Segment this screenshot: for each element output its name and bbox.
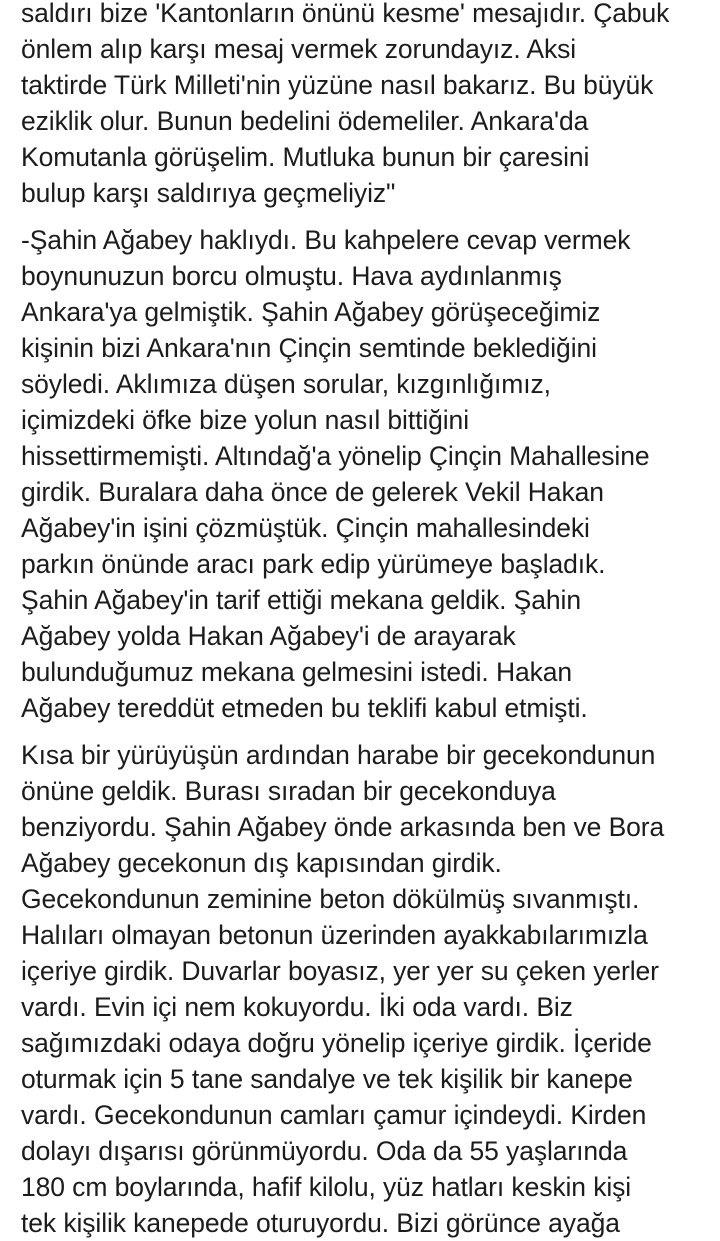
- text-line: Ağabey yolda Hakan Ağabey'i de arayarak: [21, 621, 516, 651]
- text-line: bulunduğumuz mekana gelmesini istedi. Hakan: [21, 657, 573, 687]
- paragraph-1: [21, 0, 711, 211]
- document-body: [21, 0, 711, 1241]
- text-line: eziklik olur. Bunun bedelini ödemeliler. Ankara'da: [21, 106, 589, 136]
- text-line: içimizdeki öfke bize yolun nasıl bittiğini: [21, 405, 469, 435]
- text-line: Ankara'ya gelmiştik. Şahin Ağabey görüşeceğimiz: [21, 297, 601, 327]
- text-line: Ağabey tereddüt etmeden bu teklifi kabul etmişti.: [21, 693, 588, 723]
- text-line: Komutanla görüşelim. Mutluka bunun bir çaresini: [21, 142, 590, 172]
- text-line: oturmak için 5 tane sandalye ve tek kişilik bir kanepe: [21, 1064, 633, 1094]
- text-line: Gecekondunun zeminine beton dökülmüş sıvanmıştı.: [21, 884, 640, 914]
- text-line: bulup karşı saldırıya geçmeliyiz": [21, 178, 396, 208]
- text-line: vardı. Evin içi nem kokuyordu. İki oda vardı. Biz: [21, 992, 573, 1022]
- text-line: içeriye girdik. Duvarlar boyasız, yer yer su çeken yerler: [21, 956, 659, 986]
- text-line: vardı. Gecekondunun camları çamur içindeydi. Kirden: [21, 1100, 647, 1130]
- text-line: saldırı bize 'Kantonların önünü kesme' mesajıdır. Çabuk: [21, 0, 670, 28]
- text-line: boynunuzun borcu olmuştu. Hava aydınlanmış: [21, 261, 562, 291]
- text-line: Ağabey'in işini çözmüştük. Çinçin mahallesindeki: [21, 513, 590, 543]
- text-line: dolayı dışarısı görünmüyordu. Oda da 55 yaşlarında: [21, 1136, 628, 1166]
- text-line: önüne geldik. Burası sıradan bir gecekonduya: [21, 776, 556, 806]
- text-line: kişinin bizi Ankara'nın Çinçin semtinde beklediğini: [21, 333, 597, 363]
- text-line: önlem alıp karşı mesaj vermek zorundayız. Aksi: [21, 34, 577, 64]
- text-line: Şahin Ağabey'in tarif ettiği mekana geldik. Şahin: [21, 585, 581, 615]
- text-line: taktirde Türk Milleti'nin yüzüne nasıl bakarız. Bu büyük: [21, 70, 654, 100]
- paragraph-3: [21, 737, 711, 1241]
- text-line: Kısa bir yürüyüşün ardından harabe bir gecekondunun: [21, 740, 656, 770]
- text-line: hissettirmemişti. Altındağ'a yönelip Çinçin Mahallesine: [21, 441, 650, 471]
- text-line: söyledi. Aklımıza düşen sorular, kızgınlığımız,: [21, 369, 551, 399]
- text-line: Halıları olmayan betonun üzerinden ayakkabılarımızla: [21, 920, 648, 950]
- text-line: Ağabey gecekonun dış kapısından girdik.: [21, 848, 502, 878]
- text-line: benziyordu. Şahin Ağabey önde arkasında ben ve Bora: [21, 812, 665, 842]
- text-line: tek kişilik kanepede oturuyordu. Bizi görünce ayağa: [21, 1208, 620, 1238]
- paragraph-2: [21, 222, 711, 726]
- text-line: sağımızdaki odaya doğru yönelip içeriye girdik. İçeride: [21, 1028, 652, 1058]
- text-line: parkın önünde aracı park edip yürümeye başladık.: [21, 549, 606, 579]
- text-line: girdik. Buralara daha önce de gelerek Vekil Hakan: [21, 477, 604, 507]
- text-line: 180 cm boylarında, hafif kilolu, yüz hatları keskin kişi: [21, 1172, 632, 1202]
- text-line: -Şahin Ağabey haklıydı. Bu kahpelere cevap vermek: [21, 225, 631, 255]
